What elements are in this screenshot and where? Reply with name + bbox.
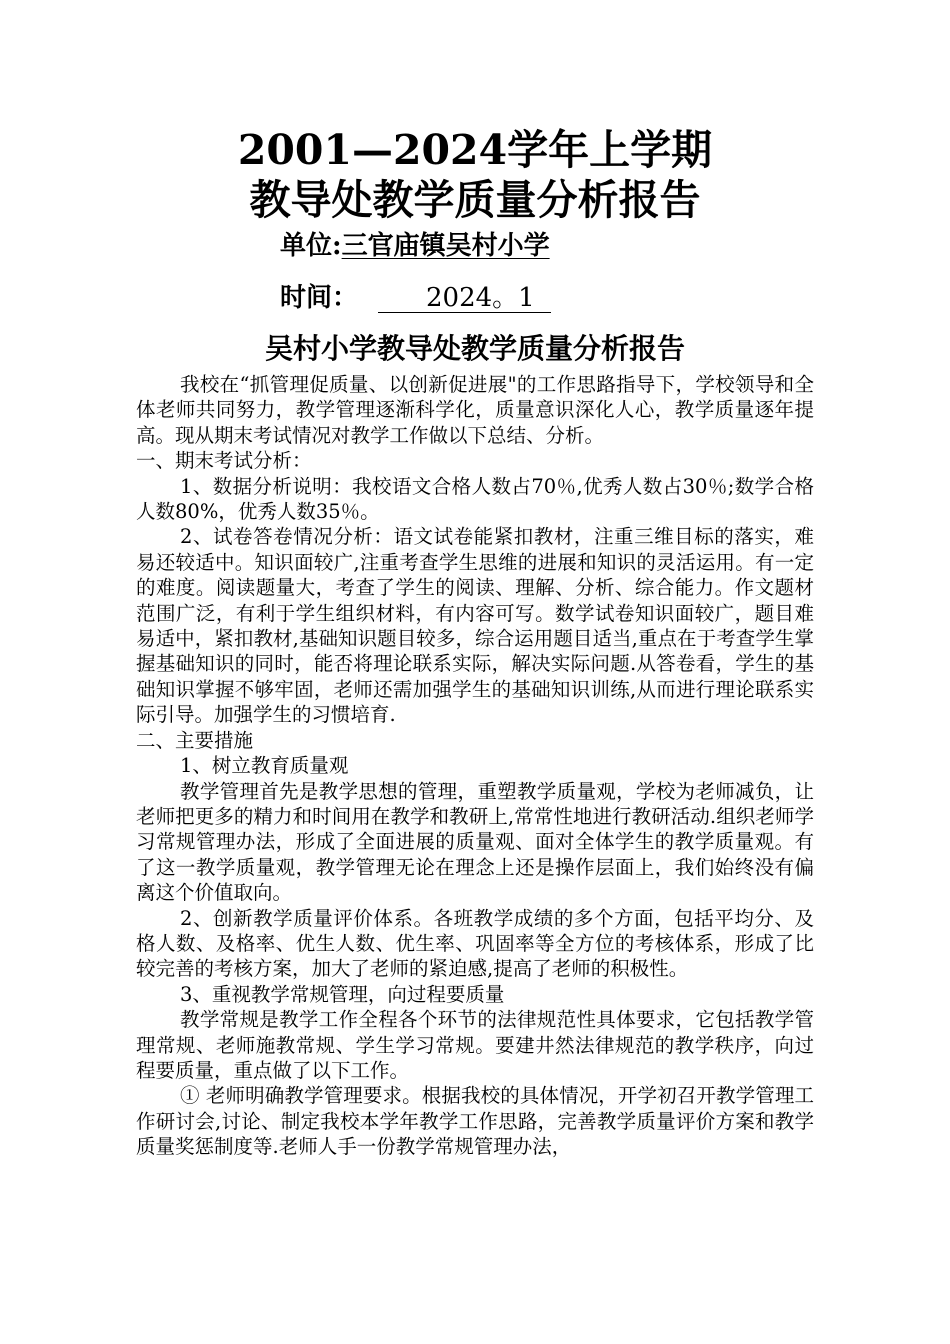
paragraph: 2、创新教学质量评价体系。各班教学成绩的多个方面，包括平均分、及格人数、及格率、优生人数、优生率、巩固率等全方位的考核体系，形成了比较完善的考核方案，加大了老师的紧迫感,提高了老师的积极性。 [136,906,814,981]
unit-line [280,230,550,262]
time-value: 2024。1 [378,284,551,313]
paragraph: 我校在“抓管理促质量、以创新促进展"的工作思路指导下，学校领导和全体老师共同努力，教学管理逐渐科学化，质量意识深化人心，教学质量逐年提高。现从期末考试情况对教学工作做以下总结、分析。 [136,373,814,447]
section-heading: 一、期末考试分析： [136,449,312,473]
paragraph: 1、数据分析说明：我校语文合格人数占70％,优秀人数占30％;数学合格人数80%，优秀人数35％。 [136,474,814,524]
paragraph: 教学管理首先是教学思想的管理，重塑教学质量观，学校为老师减负，让老师把更多的精力和时间用在教学和教研上,常常性地进行教研活动.组织老师学习常规管理办法，形成了全面进展的质量观、面对全体学生的教学质量观。有了这一教学质量观，教学管理无论在理念上还是操作层面上，我们始终没有偏离这个价值取向。 [136,779,814,905]
subsection-heading: 3、重视教学常规管理，向过程要质量 [180,982,505,1006]
unit-value: 三官庙镇吴村小学 [341,231,550,261]
report-title-line1: 2001—2024学年上学期 [237,126,713,174]
report-subtitle: 吴村小学教导处教学质量分析报告 [264,332,685,365]
subsection-heading: 1、树立教育质量观 [180,754,349,778]
paragraph: 2、试卷答卷情况分析：语文试卷能紧扣教材，注重三维目标的落实，难易还较适中。知识面较广,注重考查学生思维的进展和知识的灵活运用。有一定的难度。阅读题量大，考查了学生的阅读、理解、分析、综合能力。作文题材范围广泛，有利于学生组织材料，有内容可写。数学试卷知识面较广，题目难易适中，紧扣教材,基础知识题目较多，综合运用题目适当,重点在于考查学生掌握基础知识的同时，能否将理论联系实际，解决实际问题.从答卷看，学生的基础知识掌握不够牢固，老师还需加强学生的基础知识训练,从而进行理论联系实际引导。加强学生的习惯培育. [136,525,814,727]
report-body [136,372,814,1160]
paragraph: 教学常规是教学工作全程各个环节的法律规范性具体要求，它包括教学管理常规、老师施教常规、学生学习常规。要建井然法律规范的教学秩序，向过程要质量，重点做了以下工作。 [136,1008,814,1082]
paragraph: ① 老师明确教学管理要求。根据我校的具体情况，开学初召开教学管理工作研讨会,讨论、制定我校本学年教学工作思路，完善教学质量评价方案和教学质量奖惩制度等.老师人手一份教学常规管理办法， [136,1084,814,1159]
unit-label: 单位: [280,231,342,261]
time-line [280,282,551,314]
time-label: 时间： [280,283,359,313]
section-heading: 二、主要措施 [136,728,254,752]
report-title-line2: 教导处教学质量分析报告 [249,176,701,224]
